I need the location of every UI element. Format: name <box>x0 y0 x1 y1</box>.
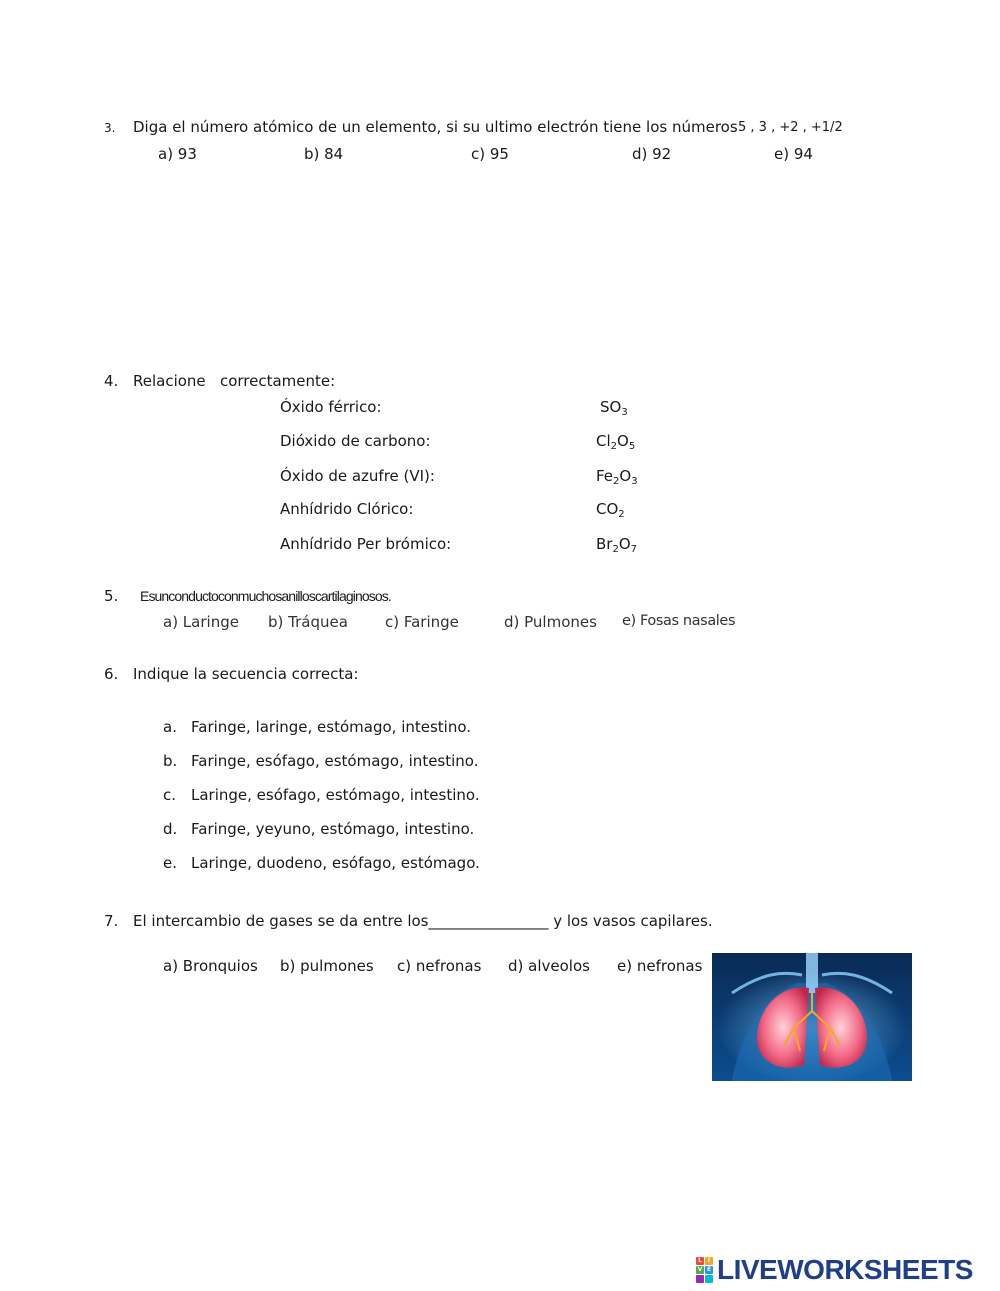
q6-letter-d: d. <box>163 820 178 838</box>
q6-option-d[interactable]: Faringe, yeyuno, estómago, intestino. <box>191 820 475 838</box>
q6-number: 6. <box>104 665 119 683</box>
q5-option-e[interactable]: e) Fosas nasales <box>622 613 736 629</box>
q6-option-b[interactable]: Faringe, esófago, estómago, intestino. <box>191 752 479 770</box>
q4-formula-5[interactable]: $Br_2O_7$ <box>596 535 638 555</box>
q5-option-d[interactable]: d) Pulmones <box>504 613 597 631</box>
liveworksheets-logo[interactable] <box>696 1254 973 1286</box>
q5-option-b[interactable]: b) Tráquea <box>268 613 348 631</box>
logo-block-v: V <box>697 1266 703 1273</box>
q3-option-e[interactable]: e) 94 <box>774 145 813 163</box>
q6-letter-b: b. <box>163 752 178 770</box>
q5-option-a[interactable]: a) Laringe <box>163 613 239 631</box>
lungs-illustration <box>712 953 912 1081</box>
logo-block-i: I <box>705 1257 713 1265</box>
q4-name-5: Anhídrido Per brómico: <box>280 535 452 553</box>
q6-option-a[interactable]: Faringe, laringe, estómago, intestino. <box>191 718 472 736</box>
q6-letter-c: c. <box>163 786 177 804</box>
q6-option-c[interactable]: Laringe, esófago, estómago, intestino. <box>191 786 480 804</box>
q5-number: 5. <box>104 587 119 605</box>
logo-text: LIVEWORKSHEETS <box>717 1254 973 1285</box>
q4-formula-3[interactable]: $Fe_2O_3$ <box>596 467 638 487</box>
q4-name-1: Óxido férrico: <box>280 398 382 416</box>
q3-option-a[interactable]: a) 93 <box>158 145 197 163</box>
q4-formula-4[interactable]: $CO_2$ <box>596 500 625 520</box>
q5-text: Esunconductoconmuchosanilloscartilaginosos. <box>140 588 391 604</box>
q4-name-4: Anhídrido Clórico: <box>280 500 414 518</box>
q5-option-c[interactable]: c) Faringe <box>385 613 459 631</box>
q3-quantum-numbers: 5 , 3 , +2 , +1/2 <box>738 120 843 135</box>
q7-option-a[interactable]: a) Bronquios <box>163 957 258 975</box>
q6-text: Indique la secuencia correcta: <box>133 665 359 683</box>
q6-letter-e: e. <box>163 854 177 872</box>
q4-formula-2[interactable]: $Cl_2O_5$ <box>596 432 636 452</box>
q7-option-b[interactable]: b) pulmones <box>280 957 374 975</box>
q6-option-e[interactable]: Laringe, duodeno, esófago, estómago. <box>191 854 480 872</box>
logo-block-6 <box>705 1275 713 1283</box>
logo-icon <box>696 1257 713 1283</box>
q7-text: El intercambio de gases se da entre los________________ y los vasos capilares. <box>133 912 713 930</box>
q4-name-2: Dióxido de carbono: <box>280 432 431 450</box>
q4-name-3: Óxido de azufre (VI): <box>280 467 435 485</box>
q4-number: 4. <box>104 372 119 390</box>
q7-option-c[interactable]: c) nefronas <box>397 957 482 975</box>
q6-letter-a: a. <box>163 718 177 736</box>
q3-number: 3. <box>104 121 116 135</box>
q7-option-e[interactable]: e) nefronas <box>617 957 703 975</box>
q4-formula-1[interactable]: $SO_3$ <box>600 398 628 418</box>
q7-number: 7. <box>104 912 119 930</box>
logo-block-5 <box>696 1275 704 1283</box>
q7-option-d[interactable]: d) alveolos <box>508 957 590 975</box>
logo-block-l: L <box>696 1257 704 1265</box>
q3-option-d[interactable]: d) 92 <box>632 145 672 163</box>
q4-text: Relacione correctamente: <box>133 372 336 390</box>
q3-option-b[interactable]: b) 84 <box>304 145 344 163</box>
q3-option-c[interactable]: c) 95 <box>471 145 509 163</box>
q3-text: Diga el número atómico de un elemento, si su ultimo electrón tiene los números <box>133 118 738 136</box>
logo-block-e: E <box>706 1266 712 1273</box>
